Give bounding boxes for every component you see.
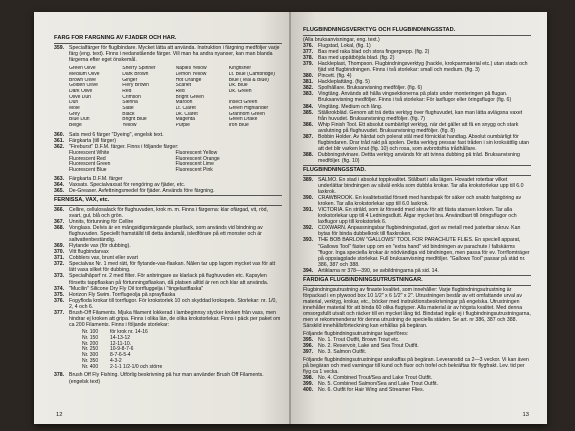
color-list <box>69 66 282 129</box>
entry-text: Färgkarta D.F.M. färger <box>69 175 123 182</box>
color-name: Bright Blue <box>122 117 147 123</box>
page-number-left: 12 <box>56 412 63 418</box>
entry-365 <box>54 188 282 194</box>
filament-size: Nr. 400 <box>82 363 99 370</box>
entry-number: 389. <box>303 176 314 183</box>
color-name: Bright Green <box>175 94 204 100</box>
divider <box>303 35 531 36</box>
entry-text: Dubbningstvinare. Dettta verktyg används för att tvinna dubbing på tråd. Bruksanvisning medföljer. (fig. 10) <box>318 151 520 164</box>
entry-383 <box>303 91 531 103</box>
entry-number: 379. <box>303 61 314 68</box>
entry-385 <box>303 110 531 122</box>
entry-text: No. 6. Outfit for Hair Wing and Streamer Flies. <box>318 387 425 394</box>
hook-sizes: 12-11-10. <box>110 340 132 347</box>
entry-text: Horizon Fly Swim. Torrflugeolja på sprayflaska <box>69 291 176 298</box>
entry-number: 365. <box>54 187 65 194</box>
entry-text: Bobbin Holder. Av hårdat och polerat stål med förnicklat handtag. Absolut oumbärligt för flugbindaren. Drar tråd rakt på spolen. Detta verktyg pressar fast tråden i sin kroksättlig utan att det blir varken knut (fig. 10) och rosa, som avbrottsfria trådhållare. <box>318 133 530 152</box>
entry-text: Hackleplattång. (fig. 5) <box>318 79 370 86</box>
divider <box>54 205 282 206</box>
fluorescent-color-name: Fluorescent Blue <box>69 167 107 174</box>
hook-sizes: 8-7-6-5-4 <box>110 352 131 359</box>
color-name: Dk. Blue <box>228 83 248 89</box>
entry-text: SALMO. En stad i absolut toppkvalitet. Stålbart i alla lägen. Hovadet roterbar vilket underlättar bindningen av såväl enkla som dubbla krokar. Tar alla krokstorlekar upp till 6.0 laxkrok. <box>318 176 524 196</box>
entry-number: 372. <box>54 261 65 268</box>
entry-389 <box>303 177 531 195</box>
entry-number: 382. <box>303 85 314 92</box>
fluorescent-color-name: Fluorescent Yellow <box>175 150 218 157</box>
color-name: Green Highlander <box>228 106 269 112</box>
divider <box>54 195 282 196</box>
entry-text: Färgkarta (till färger) <box>69 137 116 144</box>
filament-size: Nr. 250 <box>82 346 99 353</box>
tool-entries <box>303 43 531 164</box>
entry-text: Brush Off Fly Fishing. Utförlig beskrivning på hur man använder Brush Off Filaments. (engelsk text) <box>69 372 264 385</box>
color-name: Insect Green <box>228 100 258 106</box>
divider <box>303 175 531 176</box>
color-name: Lemon Yellow <box>175 71 207 77</box>
color-name: Grannom Green <box>228 111 265 117</box>
color-name: Blue (Teal & Blue) <box>228 77 269 83</box>
entry-text: "Fireburst" D.F.M. färger. Finns i följande färger: <box>69 143 179 150</box>
color-name: Beige <box>69 123 82 129</box>
entry-number: 399. <box>303 381 314 388</box>
color-name: Mole <box>69 106 80 112</box>
fluorescent-color-name: Fluorescent Lime <box>175 161 214 168</box>
entry-text: No. 2. Reservoir, Lake and Sea Trout Outfit. <box>318 343 419 350</box>
left-page <box>34 12 290 424</box>
section-heading-varnish: FERNISSA, VAX, etc. <box>54 196 110 203</box>
entry-number: 360. <box>54 131 65 138</box>
color-name: Blue Dun <box>69 117 90 123</box>
entry-number: 377. <box>303 49 314 56</box>
entry-378 <box>54 372 282 384</box>
entry-text: No. 3. Salmon Outfit. <box>318 349 367 356</box>
color-name: Kingfisher <box>228 66 251 72</box>
entry-text: Stålkrokbläd. Genom att trä detta verktyg över flughuvudet, kan man lätta avlägsna vaxet från huvudet. Bruksanvisning medföljer. (fig. 7) <box>318 109 523 122</box>
kits-list-heading: Följande flugbindningsutrustningar lagerföres: <box>303 331 409 338</box>
color-name: Olive Dun <box>69 94 91 100</box>
hook-sizes: 14-13-12 <box>110 334 131 341</box>
entry-number: 387. <box>303 133 314 140</box>
entry-number: 374. <box>54 285 65 292</box>
color-name: Grey <box>69 111 80 117</box>
color-name: Golden Olive <box>69 83 98 89</box>
fluorescent-color-name: Fluorescent White <box>69 150 110 157</box>
booklet <box>34 12 547 424</box>
entry-number: 396. <box>303 343 314 350</box>
entry-text: Vonglass. Delvis är en mångsidigsmärgande plastlack, som används vid bindning av flughuvuden. Speciellt framställd till detta ändamål, isledförare på ett monster och är saltvattenbeständig. <box>69 225 263 244</box>
entry-376 <box>54 298 282 310</box>
vise-entries <box>303 177 531 274</box>
entry-text: Vaxsats. Specialvaxsat för rengöring av fjäder, etc. <box>69 181 186 188</box>
kits-order-note: Följande flugbindningsutrustningar anskaffas på begäran. Leveranstid ca 2—3 veckor. Vi kan även på begäran och med varningar till kund och fluor och trofel och bekräftas för flygfrakt. Lev. tid per flyg ca 1 vecka. <box>303 357 529 376</box>
entry-number: 378. <box>303 55 314 62</box>
entry-number: 383. <box>303 91 314 98</box>
entry-text: Vingtång. Medium och lång. <box>318 103 383 110</box>
entry-number: 397. <box>303 349 314 356</box>
entry-number: 370. <box>54 249 65 256</box>
section-heading-vises: FLUGBINDNINGSSTAD. <box>303 166 366 173</box>
entry-text: Unnits, förtunning för Cellire <box>69 219 134 226</box>
color-name: Black <box>122 111 135 117</box>
entry-393 <box>303 237 531 267</box>
entry-text: COXWARN. Anpassningsbar flugbindningsstad, gjort av metall med justerbar skruv. Kan bytas för binda dubbelkrok till flaxkroken. <box>318 225 521 238</box>
entry-text: Specialfärger för fluglbindare. Mycket lätta att använda. Instruktion i färgning medföljer varje färg (eng. text). Finns i nedanstående färger. Vill man ha andra nyanser, kan man blanda färgerna efter eget önskemål. <box>69 45 280 64</box>
hook-sizes: 10-9-8-7-6 <box>110 346 134 353</box>
entry-number: 369. <box>54 243 65 250</box>
entry-number: 364. <box>54 181 65 188</box>
entry-number: 388. <box>303 151 314 158</box>
color-name: Dun <box>69 100 79 106</box>
entry-text: Vingtång. Används att hålla vingsektionerna på plats under monteringen på flugan. Bruksanvisning medföljer. Finns i två storlekar: För laxflugor eller öringsflugor (fig. 6) <box>318 91 512 104</box>
fluorescent-list <box>69 151 282 174</box>
entry-391 <box>303 207 531 225</box>
entry-400 <box>303 387 531 393</box>
color-name: Green Olive <box>69 66 96 72</box>
color-name: Dk. Green <box>228 88 252 94</box>
entry-number: 359. <box>54 45 65 51</box>
entry-number: 385. <box>303 109 314 116</box>
entry-373 <box>54 273 282 285</box>
section-heading-kits: FÄRDIGA FLUGBINDNINGSUTRUSTNINGAR. <box>303 276 423 283</box>
entry-text: Cellire, cellulosalack för flughuvuden, krok m. m. Finns i färgerna: klar ofärgad, vit, röd, svart, gul, blå och grön. <box>69 206 268 220</box>
color-name: Red <box>122 88 132 94</box>
entry-number: 376. <box>303 43 314 50</box>
entry-number: 376. <box>54 297 65 304</box>
section-heading-tools: FLUGBINDNINGSVERKTYG OCH FLUGBINDNINGSSTAD. <box>303 27 456 33</box>
color-name: Fiery Brown <box>122 83 149 89</box>
entry-394 <box>303 268 531 274</box>
entry-386 <box>303 122 531 134</box>
kit-entries-on-request <box>303 375 531 393</box>
entry-text: Whip Finish Tool. Ett absolut oumbärligt verktyg, när det gäller att få en snygg och stark avslutning på flughuvudet. Bruksanvisning medföljer. (fig. 8) <box>318 121 519 134</box>
entry-number: 362. <box>54 143 65 150</box>
entry-text: Artiklarna nr 378—390, se avbildningarna på sid. 14. <box>318 267 439 274</box>
hook-sizes: för krok nr. 14-16 <box>110 328 148 335</box>
color-name: Magenta <box>175 117 195 123</box>
entry-text: Spolhållare. Bruksanvisning medföljer. (fig. 6) <box>318 85 423 92</box>
entry-number: 393. <box>303 237 314 244</box>
entry-397 <box>303 349 531 355</box>
entry-text: Fogyfloda krokar till torrflugor. För krokstorlek 10 och skyddad krokspets. Storlekar: nr. 1/0, 2, 4 och 6. <box>69 297 277 310</box>
entry-number: 377. <box>54 309 65 316</box>
entry-number: 366. <box>54 206 65 213</box>
filament-size: Nr. 150 <box>82 334 99 341</box>
right-page-content <box>303 26 531 394</box>
entry-text: THE BOB BARLOW "GALLOWS" TOOL FÖR PARACHUTE FLIES. En speciell apparat, "Gallows Tool" fäster upp om en "extra hand" vid bindningen av parachute / fallskärms "flugor. Inga speciella krokar är nödvändiga vid bindningen, men passa för ev. Torrflomträger på oppsiagplade storlekar. Full bruksanvisning medföljer. "Gallows Tool" passar på städ nr. 386, 387 och 388. <box>318 237 530 268</box>
divider <box>303 165 531 166</box>
color-name: Scarlet <box>175 83 192 89</box>
right-page <box>291 12 547 424</box>
entry-text: Brush-Off Filaments. Mjuka filament lokkerad i lambeginnsy stycker kroken från vass, men hindrar ej kroken att gripa. Finns i olika län, de olika krokstorlekar. Finns i päck per paket om ca 200 Filaments. Finns i följande storlekar: <box>69 309 281 328</box>
color-name: Ginger <box>122 77 138 83</box>
fluorescent-color-name: Fluorescent Red <box>69 155 106 162</box>
entry-number: 380. <box>303 73 314 80</box>
entry-text: Flytande vax (för dubbing). <box>69 243 131 250</box>
entry-text: No. 5. Combined Salmon/Sea and Lake Trout Outfit. <box>318 381 438 388</box>
section-heading-dyes: FÄRG FÖR FÄRGNING AV FJÄDER OCH HÅR. <box>54 35 177 41</box>
entry-366 <box>54 207 282 219</box>
entry-number: 381. <box>303 79 314 86</box>
entry-text: Bas med uppåtböjda blad. (fig. 2) <box>318 55 395 62</box>
color-name: Lt. Claret <box>175 106 196 112</box>
entry-text: Cobblers vax, brunt eller svart <box>69 255 138 262</box>
color-name: Maroon <box>175 100 193 106</box>
entry-number: 392. <box>303 225 314 232</box>
entry-text: Flugstad, Lokal, (fig. 1) <box>318 43 371 50</box>
color-name: Yellow <box>122 123 137 129</box>
fluorescent-color-name: Fluorescent Pink <box>175 167 213 174</box>
entry-text: No. 1. Trout Outfit, Brown Trout etc. <box>318 337 400 344</box>
divider <box>303 275 531 276</box>
left-page-content <box>54 34 282 385</box>
entry-number: 367. <box>54 219 65 226</box>
color-name: Dark Olive <box>69 88 93 94</box>
entry-number: 398. <box>303 375 314 382</box>
color-name: Sienna <box>122 100 138 106</box>
entry-text: "Mucilin" Silicone Dry Fly Oil torrfluggelja i "tingelastflaska" <box>69 285 204 292</box>
entry-372 <box>54 261 282 273</box>
entry-388 <box>303 152 531 164</box>
entry-number: 375. <box>54 291 65 298</box>
color-name: Dark Brown <box>122 71 149 77</box>
entry-359 <box>54 45 282 63</box>
color-name: Brown Olive <box>69 77 96 83</box>
entry-number: 368. <box>54 225 65 232</box>
filament-size-table <box>82 330 282 371</box>
entry-text: De-Greaser. Avfettningsmedel för fjäder. Används före färgning. <box>69 187 215 194</box>
color-name: Dk. Claret <box>175 111 198 117</box>
entry-379 <box>303 61 531 73</box>
entry-number: 378. <box>54 372 65 379</box>
divider <box>303 285 531 286</box>
color-name: Iron Blue <box>228 123 249 129</box>
color-name: Hot Orange <box>175 77 202 83</box>
color-name: Red <box>175 88 185 94</box>
entry-text: No. 4. Combined Trout/Sea and Lake Trout Outfit. <box>318 375 433 382</box>
entry-text: VICTORIA. En stråld, som är försedd med skruv för att fästa stansen kroken. Tar alla krokstorlekar upp till 4 Ledningsdlutt. Åtgar mycket bra. Användbart till öringsflugor och laxflugor upp till krokstorlek 6. <box>318 207 517 226</box>
entry-text: Vitt flugbindarvax <box>69 249 109 256</box>
color-name: Slate <box>122 106 134 112</box>
entry-number: 371. <box>54 255 65 262</box>
entry-number: 390. <box>303 195 314 202</box>
filament-size: Nr. 350 <box>82 357 99 364</box>
entry-text: Pincett. (fig. 4) <box>318 73 352 80</box>
entry-number: 395. <box>303 337 314 344</box>
subheading: (Alla bruksanvisningar, eng. text.) <box>303 37 380 43</box>
color-name: Sherry Spinner <box>122 66 156 72</box>
table-row <box>82 365 282 371</box>
entry-text: Specialhåpsrf nr. 2 med filter. För anbringare av klarlack på flughuvuden etc. Kapsylen försetts tappflaskan på förtunningsflaskan, då platsen alltid är ren och klar att använda. <box>69 273 269 286</box>
entry-387 <box>303 134 531 152</box>
entry-number: 384. <box>303 103 314 110</box>
color-name: Naples Yellow <box>175 66 207 72</box>
divider <box>54 43 282 44</box>
entry-text: Bas med raka blad och stora fingergrepp. (fig. 2) <box>318 49 430 56</box>
entry-number: 391. <box>303 207 314 214</box>
entry-377 <box>54 310 282 328</box>
page-number-right: 13 <box>522 412 529 418</box>
kits-intro: Flugbindningsutrustning av finaste kvalitet, som innehåller: Varje flugbindningsutrustning är förpackad i en plywood box 10 1/2" x 6 1/2" x 2". Utrustningen består av ett omfattande urval av material, verktyg, krokar, etc., böcker med instruktionsbeskrivningar på engelska. Utrustningen innehåller material för att binda 60 olika flugtyper. Alla material är av högsta kvalitet. Med denna omsorgsfullt utvalt och räcker till en mycket lång tid. Bindstad ingår ej i flugbindningsutrustningarna, men vi rekommenderar för denna utrustning de speciella städen. Se art. nr 386, 387 och 388. Särskild innehållsförteckning kan erhållas på begäran. <box>303 286 531 330</box>
entry-number: 386. <box>303 121 314 128</box>
entry-392 <box>303 225 531 237</box>
color-name: Lt. Blue (Cambridge) <box>228 71 275 77</box>
entry-number: 394. <box>303 267 314 274</box>
entry-number: 373. <box>54 273 65 280</box>
filament-size: Nr. 100 <box>82 328 99 335</box>
filament-size: Nr. 200 <box>82 340 99 347</box>
entry-text: Hackleplast, Thompson. Flugbindningsverktyg (hackle, krokparmaterial etc.) utan stads och fjäd vid flugbindningen. Finns i två storlekar: small och medium. (fig. 3) <box>318 61 528 74</box>
entry-text: CRAWBROOK. En kvalitetsstäd försett med handspak för säker och snabb fastgöring av kroken. Tar alla krokstorlekar upp till 6.0 laxkrok. <box>318 195 522 208</box>
filament-size: Nr. 300 <box>82 352 99 359</box>
fluorescent-color-name: Fluorescent Orange <box>175 155 220 162</box>
fluorescent-color-name: Fluorescent Green <box>69 161 111 168</box>
entry-text: Specialvax Nr. 1 med rätt, för flytande-vax-flaskan. Nålen tar upp lagom mycket vax för att lätt vaxa silket för dubbing. <box>69 261 276 274</box>
color-name: Crimson <box>122 94 141 100</box>
entry-368 <box>54 225 282 243</box>
hook-sizes: 4-3-2 <box>110 357 122 364</box>
entry-390 <box>303 195 531 207</box>
entry-number: 400. <box>303 387 314 394</box>
hook-sizes: 2-1-1 1/2-1/0 och större <box>110 363 163 370</box>
color-name: Green Drake <box>228 117 258 123</box>
entry-text: Sats med 6 färger "Dyeing", engelsk text. <box>69 131 164 138</box>
entry-number: 363. <box>54 175 65 182</box>
entry-number: 361. <box>54 137 65 144</box>
color-name: Purple <box>175 123 190 129</box>
color-name: Medium Olive <box>69 71 100 77</box>
kit-entries <box>303 337 531 355</box>
